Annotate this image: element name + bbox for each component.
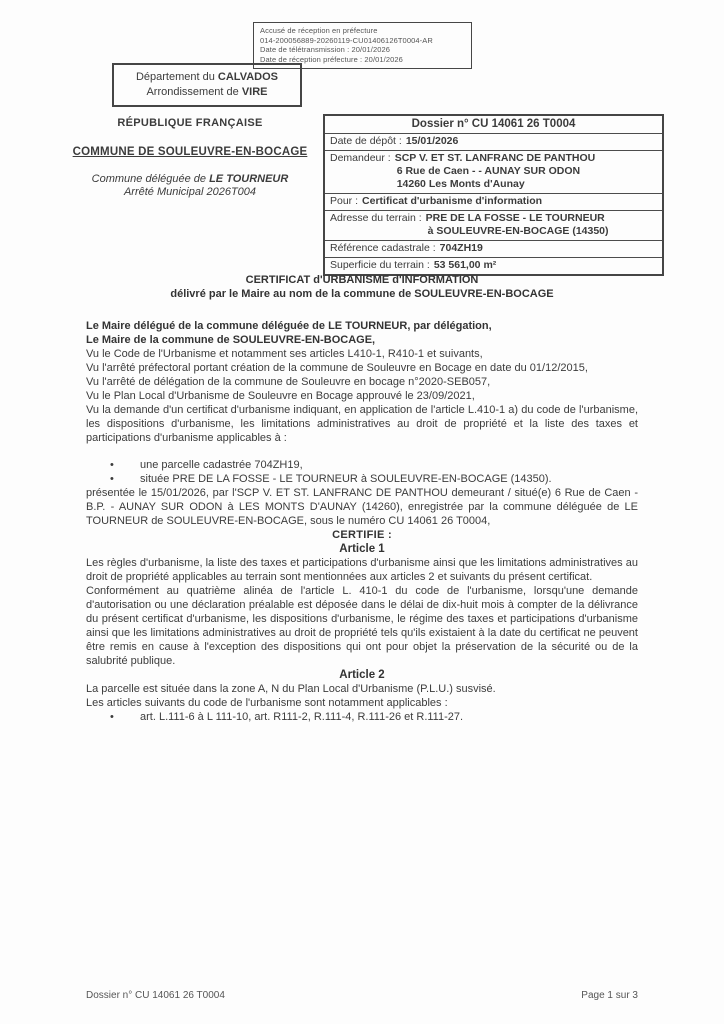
pour-value: Certificat d'urbanisme d'information bbox=[362, 195, 543, 207]
arrondissement-line bbox=[116, 85, 298, 100]
list-item-parcelle: • une parcelle cadastrée 704ZH19, bbox=[86, 458, 638, 472]
stamp-line: Date de réception préfecture : 20/01/2026 bbox=[260, 54, 403, 64]
table-row-demandeur bbox=[325, 150, 662, 193]
footer-dossier-number: Dossier n° CU 14061 26 T0004 bbox=[86, 990, 225, 1001]
maire-delegue-line: Le Maire délégué de la commune déléguée de LE TOURNEUR, par délégation, bbox=[86, 320, 492, 332]
department-label: Département du bbox=[135, 71, 215, 83]
department-name: CALVADOS bbox=[217, 71, 279, 83]
table-row-reference-cadastrale bbox=[325, 240, 662, 257]
arrete-municipal: Arrêté Municipal 2026T004 bbox=[123, 186, 257, 198]
article-1-paragraph-1: Les règles d'urbanisme, la liste des taxes et participations d'urbanisme ainsi que les limitations administratives au droit de propriété applicables au terrain sont mentionnées aux articles 2 et suivants du présent certificat. bbox=[86, 557, 638, 583]
presentee-paragraph: présentée le 15/01/2026, par l'SCP V. ET ST. LANFRANC DE PANTHOU demeurant / situé(e) 6 Rue de Caen - B.P. - AUNAY SUR ODON à LES MONTS D'AUNAY (14260), enregistrée par la commune déléguée de LE TOURNEUR de SOULEUVRE-EN-BOCAGE, sous le numéro CU 14061 26 T0004, bbox=[86, 487, 638, 527]
table-row-adresse-terrain bbox=[325, 210, 662, 240]
stamp-line: Date de télétransmission : 20/01/2026 bbox=[260, 45, 391, 55]
vu-arrete-delegation: Vu l'arrêté de délégation de la commune de Souleuvre en bocage n°2020-SEB057, bbox=[86, 376, 491, 388]
adresse-line1: PRE DE LA FOSSE - LE TOURNEUR bbox=[425, 212, 605, 224]
dossier-table bbox=[323, 114, 664, 276]
reference-value: 704ZH19 bbox=[439, 242, 483, 254]
demandeur-city-line: 14260 Les Monts d'Aunay bbox=[396, 178, 525, 190]
left-header-column bbox=[52, 117, 328, 198]
arrondissement-name: VIRE bbox=[241, 85, 268, 98]
list-item-situee: • située PRE DE LA FOSSE - LE TOURNEUR à SOULEUVRE-EN-BOCAGE (14350). bbox=[86, 472, 638, 486]
document-body bbox=[86, 319, 638, 724]
vu-code-urbanisme: Vu le Code de l'Urbanisme et notamment ses articles L410-1, R410-1 et suivants, bbox=[86, 348, 483, 360]
vu-arrete-prefectoral: Vu l'arrêté préfectoral portant création de la commune de Souleuvre en Bocage en date du 01/12/2015, bbox=[86, 362, 588, 374]
vu-plu: Vu le Plan Local d'Urbanisme de Souleuvre en Bocage approuvé le 23/09/2021, bbox=[86, 390, 475, 402]
parcelle-bullet-list bbox=[86, 458, 638, 486]
demandeur-name: SCP V. ET ST. LANFRANC DE PANTHOU bbox=[394, 152, 596, 164]
dossier-number-header: Dossier n° CU 14061 26 T0004 bbox=[411, 118, 576, 130]
demandeur-address-line: 6 Rue de Caen - - AUNAY SUR ODON bbox=[396, 165, 581, 177]
reference-label: Référence cadastrale : bbox=[330, 242, 436, 254]
table-row-superficie bbox=[325, 257, 662, 274]
date-depot-value: 15/01/2026 bbox=[405, 135, 459, 147]
delegated-commune-name: LE TOURNEUR bbox=[209, 173, 289, 185]
adresse-line2: à SOULEUVRE-EN-BOCAGE (14350) bbox=[427, 225, 609, 237]
superficie-label: Superficie du terrain : bbox=[330, 259, 430, 271]
footer-page-number: Page 1 sur 3 bbox=[581, 990, 638, 1001]
page-footer bbox=[86, 990, 638, 1001]
superficie-value: 53 561,00 m² bbox=[433, 259, 497, 271]
list-item-articles-code: • art. L.111-6 à L 111-10, art. R111-2, R.111-4, R.111-26 et R.111-27. bbox=[86, 710, 638, 724]
document-title bbox=[0, 273, 724, 301]
pour-label: Pour : bbox=[330, 195, 359, 207]
adresse-terrain-value bbox=[426, 212, 609, 238]
article-2-paragraph-1: La parcelle est située dans la zone A, N du Plan Local d'Urbanisme (P.L.U.) susvisé. bbox=[86, 683, 496, 695]
maire-commune-line: Le Maire de la commune de SOULEUVRE-EN-BOCAGE, bbox=[86, 334, 376, 346]
stamp-line: 014-200056889-20260119-CU01406126T0004-AR bbox=[260, 35, 433, 45]
department-line bbox=[116, 70, 298, 85]
article-2-heading: Article 2 bbox=[339, 669, 385, 681]
delegated-label: Commune déléguée de bbox=[91, 173, 207, 185]
table-row-date-depot bbox=[325, 133, 662, 150]
date-depot-label: Date de dépôt : bbox=[330, 135, 402, 147]
article-2-paragraph-2: Les articles suivants du code de l'urbanisme sont notamment applicables : bbox=[86, 697, 448, 709]
republic-title: RÉPUBLIQUE FRANÇAISE bbox=[117, 117, 263, 129]
table-row-pour bbox=[325, 193, 662, 210]
stamp-line: Accusé de réception en préfecture bbox=[260, 26, 378, 35]
articles-code-list bbox=[86, 710, 638, 724]
commune-title: COMMUNE DE SOULEUVRE-EN-BOCAGE bbox=[72, 146, 308, 158]
delegated-commune-line bbox=[52, 173, 328, 185]
adresse-terrain-label: Adresse du terrain : bbox=[330, 212, 422, 224]
vu-demande-paragraph: Vu la demande d'un certificat d'urbanisme indiquant, en application de l'article L.410-1 a) du code de l'urbanisme, les dispositions d'urbanisme, les limitations administratives au droit de propriété et la liste des taxes et participations d'urbanisme applicables à : bbox=[86, 404, 638, 444]
document-title-line1: CERTIFICAT d'URBANISME d'INFORMATION bbox=[245, 274, 479, 286]
department-box bbox=[112, 63, 302, 107]
demandeur-value bbox=[395, 152, 596, 191]
article-1-heading: Article 1 bbox=[339, 543, 385, 555]
document-title-line2: délivré par le Maire au nom de la commune de SOULEUVRE-EN-BOCAGE bbox=[170, 288, 554, 300]
arrondissement-label: Arrondissement de bbox=[146, 85, 239, 98]
article-1-paragraph-2: Conformément au quatrième alinéa de l'article L. 410-1 du code de l'urbanisme, lorsqu'une demande d'autorisation ou une déclaration préalable est déposée dans le délai de dix-huit mois à compter de la délivrance du présent certificat d'urbanisme, les dispositions d'urbanisme, le régime des taxes et participations d'urbanisme ainsi que les limitations administratives au droit de propriété tels qu'ils existaient à la date du certificat ne peuvent être remis en cause à l'exception des dispositions qui ont pour objet la préservation de la sécurité ou de la salubrité publique. bbox=[86, 585, 638, 667]
demandeur-label: Demandeur : bbox=[330, 152, 391, 164]
certifie-heading: CERTIFIE : bbox=[332, 529, 392, 541]
